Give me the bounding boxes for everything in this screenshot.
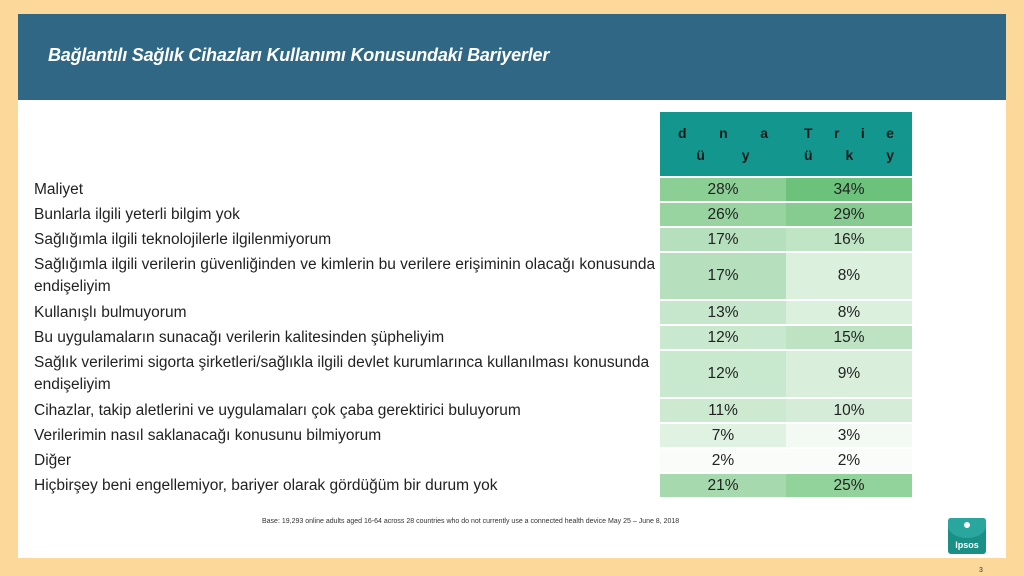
- header-glyph: T: [804, 125, 813, 141]
- value-cell: 2%: [660, 448, 786, 473]
- row-label: Bunlarla ilgili yeterli bilgim yok: [34, 205, 240, 223]
- value-cell: 11%: [660, 398, 786, 423]
- table-row: [34, 202, 912, 227]
- table-row: [34, 350, 912, 398]
- header-glyph: ü: [804, 147, 813, 163]
- table-row: [34, 177, 912, 202]
- ipsos-logo: [948, 518, 986, 554]
- value-cell: 29%: [786, 202, 912, 227]
- row-label: Diğer: [34, 451, 72, 469]
- row-label: Kullanışlı bulmuyorum: [34, 303, 187, 321]
- value-cell: 8%: [786, 252, 912, 300]
- header-glyph: a: [760, 125, 768, 141]
- value-cell: 9%: [786, 350, 912, 398]
- header-glyph: e: [886, 125, 894, 141]
- value-cell: 12%: [660, 350, 786, 398]
- row-label: Sağlık verilerimi sigorta şirketleri/sağlıkla ilgili devlet kurumlarınca kullanılması konusunda endişeliyim: [34, 354, 650, 393]
- header-glyph: i: [860, 125, 865, 141]
- value-cell: 12%: [660, 325, 786, 350]
- value-cell: 34%: [786, 177, 912, 202]
- value-cell: 17%: [660, 252, 786, 300]
- page-title: Bağlantılı Sağlık Cihazları Kullanımı Konusundaki Bariyerler: [48, 45, 550, 65]
- table-row: [34, 227, 912, 252]
- value-cell: 8%: [786, 300, 912, 325]
- value-cell: 2%: [786, 448, 912, 473]
- header-glyph: d: [678, 125, 687, 141]
- value-cell: 17%: [660, 227, 786, 252]
- table-row: [34, 300, 912, 325]
- header-glyph: n: [719, 125, 728, 141]
- page-number: 3: [979, 567, 983, 574]
- value-cell: 7%: [660, 423, 786, 448]
- value-cell: 26%: [660, 202, 786, 227]
- barriers-table: [34, 112, 912, 499]
- header-spacer: [34, 112, 660, 177]
- table-row: [34, 398, 912, 423]
- row-label: Bu uygulamaların sunacağı verilerin kalitesinden şüpheliyim: [34, 328, 445, 346]
- header-glyph: ü: [696, 147, 705, 163]
- table-header-row: [34, 112, 912, 177]
- header-glyph: k: [845, 147, 854, 163]
- value-cell: 25%: [786, 473, 912, 498]
- row-label: Cihazlar, takip aletlerini ve uygulamaları çok çaba gerektirici buluyorum: [34, 401, 521, 419]
- value-cell: 13%: [660, 300, 786, 325]
- row-label: Hiçbirşey beni engellemiyor, bariyer olarak gördüğüm bir durum yok: [34, 476, 498, 494]
- value-cell: 15%: [786, 325, 912, 350]
- table-row: [34, 473, 912, 498]
- value-cell: 16%: [786, 227, 912, 252]
- value-cell: 28%: [660, 177, 786, 202]
- value-cell: 3%: [786, 423, 912, 448]
- header-glyph: r: [833, 125, 840, 141]
- row-label: Maliyet: [34, 180, 84, 198]
- row-label: Sağlığımla ilgili teknolojilerle ilgilenmiyorum: [34, 230, 332, 248]
- table-row: [34, 252, 912, 300]
- row-label: Sağlığımla ilgili verilerin güvenliğinden ve kimlerin bu verilere erişiminin olacağı konusunda endişeliyim: [34, 256, 656, 295]
- table-row: [34, 325, 912, 350]
- logo-text: Ipsos: [955, 540, 979, 550]
- table-row: [34, 448, 912, 473]
- value-cell: 10%: [786, 398, 912, 423]
- title-banner: [18, 14, 1006, 100]
- header-glyph: y: [886, 147, 894, 163]
- footnote: Base: 19,293 online adults aged 16-64 across 28 countries who do not currently use a connected health device May 25 – June 8, 2018: [262, 518, 680, 525]
- header-glyph: y: [741, 147, 750, 163]
- column-header-1: [660, 112, 786, 177]
- column-header-2: [786, 112, 912, 177]
- row-label: Verilerimin nasıl saklanacağı konusunu bilmiyorum: [34, 426, 382, 444]
- table-row: [34, 423, 912, 448]
- value-cell: 21%: [660, 473, 786, 498]
